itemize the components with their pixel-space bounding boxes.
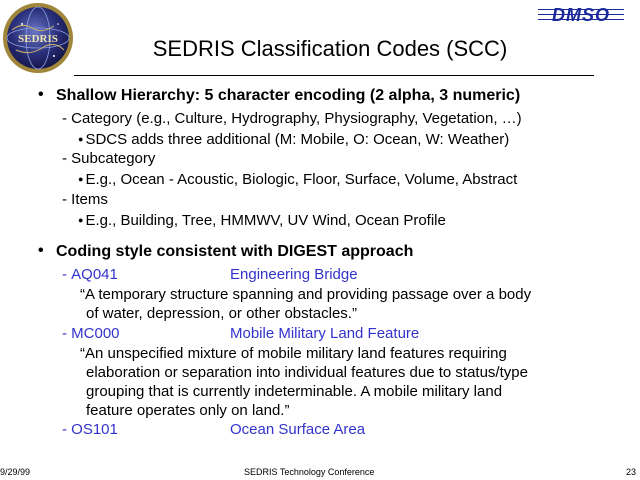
code-id: AQ041 [71,266,118,283]
code-description: elaboration or separation into individual features due to status/type [86,364,528,381]
section-heading: Coding style consistent with DIGEST approach [56,243,414,260]
bullet-icon: • [38,86,44,103]
code-id: MC000 [71,325,120,342]
code-description: grouping that is currently indeterminable. A mobile military land [86,383,503,400]
page-number: 23 [626,467,637,477]
code-description: of water, depression, or other obstacles.” [86,305,357,322]
code-row: - AQ041 Engineering Bridge [62,266,358,283]
dot-icon: ● [78,215,84,225]
code-description: feature operates only on land.” [86,402,290,419]
code-name: Ocean Surface Area [230,421,366,438]
code-description: “A temporary structure spanning and providing passage over a body [80,286,532,303]
code-id: OS101 [71,421,118,438]
sedris-logo-text: SEDRIS [18,33,58,45]
dmso-logo [538,4,624,26]
sedris-logo [2,2,74,74]
title-divider [74,75,594,76]
bullet-icon: • [38,242,44,259]
list-item: - Items [62,191,108,208]
list-item: - Subcategory [62,150,156,167]
code-row: - MC000 Mobile Military Land Feature [62,325,420,342]
dmso-logo-text: DMSO [552,5,610,25]
footer-date: 9/29/99 [0,467,31,477]
footer-center: SEDRIS Technology Conference [244,467,375,477]
section-heading: Shallow Hierarchy: 5 character encoding (2 alpha, 3 numeric) [56,87,521,104]
dot-icon: ● [78,174,84,184]
code-name: Engineering Bridge [230,266,358,283]
code-row: - OS101 Ocean Surface Area [62,421,366,438]
slide-title: SEDRIS Classification Codes (SCC) [152,36,508,61]
list-item: - Category (e.g., Culture, Hydrography, Physiography, Vegetation, …) [62,110,522,127]
code-description: “An unspecified mixture of mobile military land features requiring [80,345,507,362]
list-item: ● SDCS adds three additional (M: Mobile, O: Ocean, W: Weather) [78,131,510,148]
dot-icon: ● [78,134,84,144]
list-item: ● E.g., Ocean - Acoustic, Biologic, Floor, Surface, Volume, Abstract [78,171,518,188]
list-item: ● E.g., Building, Tree, HMMWV, UV Wind, Ocean Profile [78,212,446,229]
code-name: Mobile Military Land Feature [230,325,420,342]
